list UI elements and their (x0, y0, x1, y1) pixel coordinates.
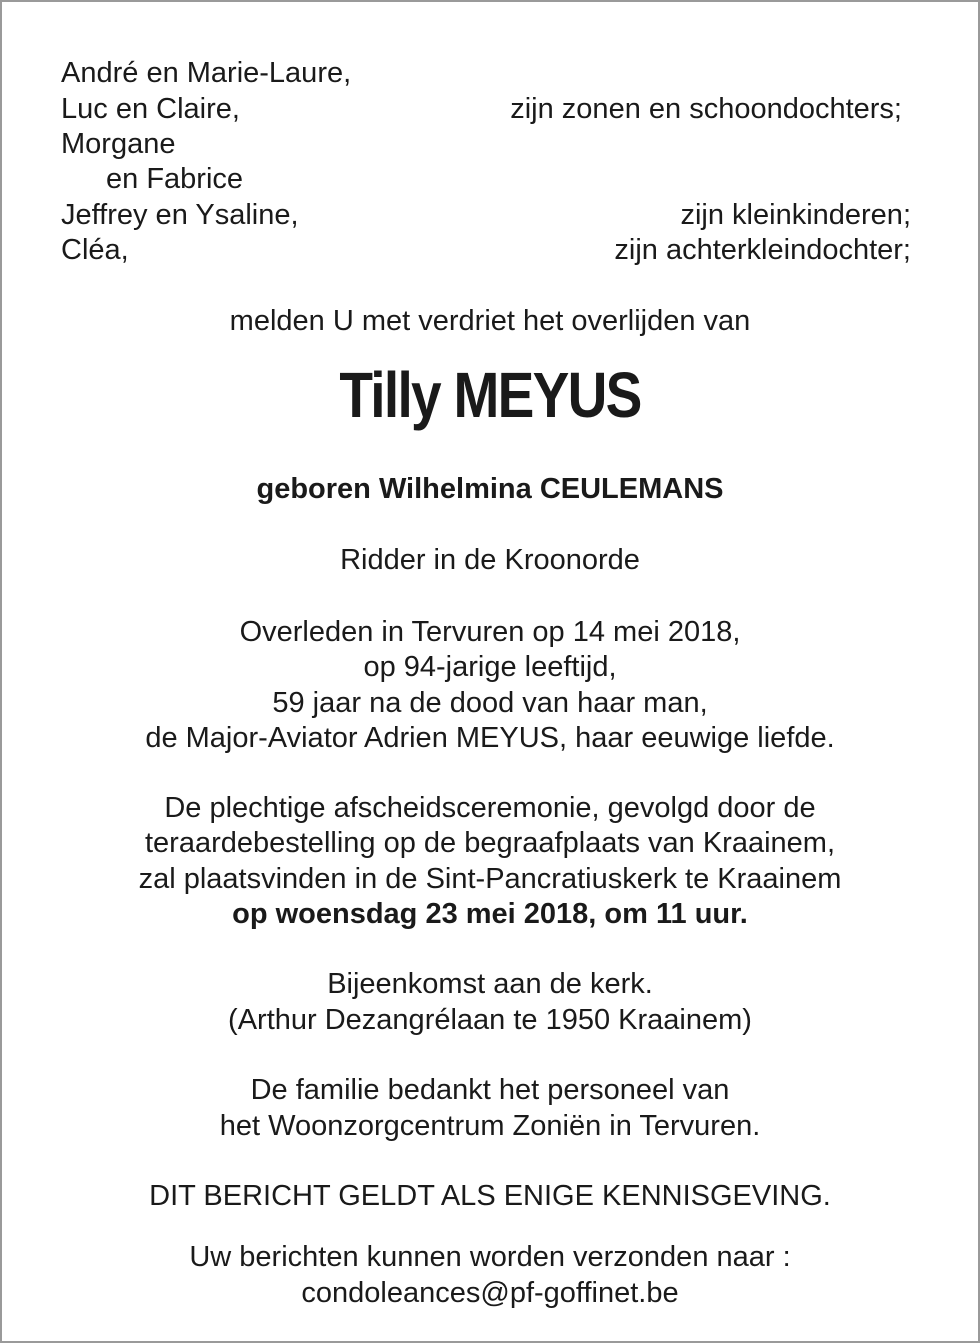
death-detail-1: Overleden in Tervuren op 14 mei 2018, (239, 616, 741, 648)
ceremony-datetime: op woensdag 23 mei 2018, om 11 uur. (232, 898, 748, 930)
contact-email[interactable]: condoleances@pf-goffinet.be (301, 1277, 679, 1309)
notice: DIT BERICHT GELDT ALS ENIGE KENNISGEVING. (149, 1180, 831, 1212)
thanks-line-1: De familie bedankt het personeel van (250, 1074, 730, 1106)
family-name-1: André en Marie-Laure, (61, 57, 352, 89)
gathering-address: (Arthur Dezangrélaan te 1950 Kraainem) (228, 1004, 752, 1036)
family-name-5: Jeffrey en Ysaline, (61, 199, 299, 231)
death-detail-2: op 94-jarige leeftijd, (363, 651, 617, 683)
announcement: melden U met verdriet het overlijden van (229, 305, 751, 337)
ceremony-line-3: zal plaatsvinden in de Sint-Pancratiuskerk te Kraainem (138, 863, 842, 895)
family-name-6: Cléa, (61, 234, 129, 266)
relation-great-granddaughter: zijn achterkleindochter; (614, 234, 911, 266)
ceremony-line-1: De plechtige afscheidsceremonie, gevolgd door de (164, 792, 816, 824)
honor: Ridder in de Kroonorde (340, 544, 640, 576)
relation-sons: zijn zonen en schoondochters; (510, 93, 902, 125)
family-name-2: Luc en Claire, (61, 93, 240, 125)
contact-text: Uw berichten kunnen worden verzonden naar : (189, 1241, 791, 1273)
family-name-4: en Fabrice (106, 163, 244, 195)
death-detail-4: de Major-Aviator Adrien MEYUS, haar eeuwige liefde. (145, 722, 835, 754)
relation-grandchildren: zijn kleinkinderen; (680, 199, 911, 231)
thanks-line-2: het Woonzorgcentrum Zoniën in Tervuren. (219, 1110, 761, 1142)
death-detail-3: 59 jaar na de dood van haar man, (272, 687, 708, 719)
deceased-name: Tilly MEYUS (339, 359, 641, 431)
birth-name: geboren Wilhelmina CEULEMANS (256, 473, 724, 505)
gathering-text: Bijeenkomst aan de kerk. (327, 968, 653, 1000)
family-name-3: Morgane (61, 128, 176, 160)
ceremony-line-2: teraardebestelling op de begraafplaats van Kraainem, (144, 827, 835, 859)
